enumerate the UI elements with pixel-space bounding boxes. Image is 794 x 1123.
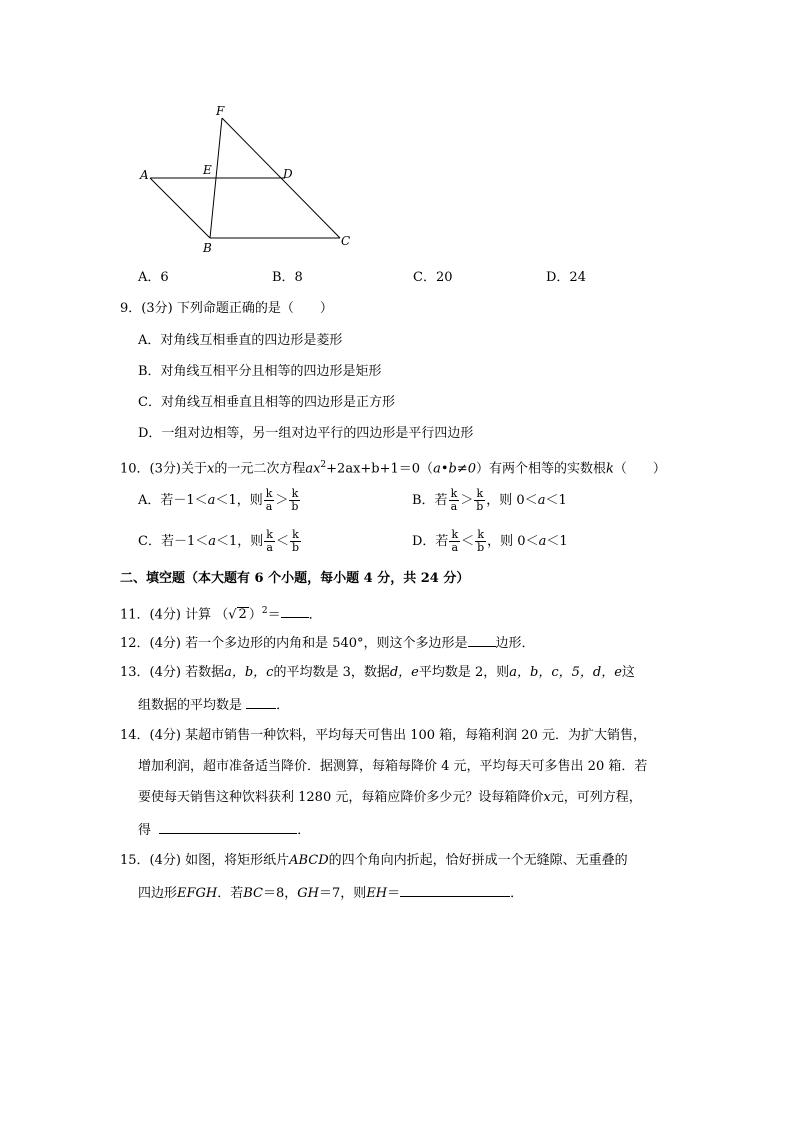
q10-option-a: A．若－1＜a＜1，则 $\frac{k}{a}$ ＞ $\frac{k}{b}$ [138,487,299,513]
q8-option-c: C．20 [413,270,453,285]
q8-option-d: D．24 [546,270,586,285]
q10-option-d: D．若 $\frac{k}{a}$ ＜ $\frac{k}{b}$ ，则 0＜a＜1 [412,528,568,554]
label-f: F [216,104,225,118]
segment-ab [150,178,210,238]
q14-line-2: 增加利润，超市准备适当降价．据测算，每箱每降价 4 元，平均每天可多售出 20 箱．若 [138,759,648,774]
answer-blank[interactable] [281,603,309,618]
q13-line-1: 13．(4分) 若数据a，b，c的平均数是 3，数据d，e平均数是 2，则a，b，c，5，d，e这 [120,665,635,680]
label-a: A [140,168,149,182]
answer-blank[interactable] [159,819,297,834]
answer-blank[interactable] [400,882,510,897]
label-c: C [341,234,351,248]
q10-stem: 10．(3分)关于x的一元二次方程$ax^2+2ax+b+1=0(a•b\ne 0)$有两个相等的实数根k（ ） [120,460,666,477]
q15-line-2: 四边形EFGH．若BC＝8，GH＝7，则EH＝ ． [138,882,523,904]
label-b: B [203,241,212,255]
section-heading-fill-in: 二、填空题（本大题有 6 个小题，每小题 4 分，共 24 分） [120,571,470,586]
label-d: D [283,167,293,181]
q9-stem: 9．(3分) 下列命题正确的是（ ） [120,301,333,316]
sqrt-symbol: √ [228,607,237,623]
q12: 12．(4分) 若一个多边形的内角和是 540°，则这个多边形是 边形． [120,632,535,654]
q14-line-3: 要使每天销售这种饮料获利 1280 元，每箱应降价多少元？设每箱降价x元，可列方程， [138,790,642,805]
q9-option-b: B．对角线互相平分且相等的四边形是矩形 [138,364,382,379]
q11: 11．(4分) 计算 （√ 2 ）$^2$＝ ． [120,601,322,625]
q10-option-c: C．若－1＜a＜1，则 $\frac{k}{a}$ ＜ $\frac{k}{b}$ [138,528,299,554]
answer-blank[interactable] [468,632,496,647]
q9-option-d: D．一组对边相等，另一组对边平行的四边形是平行四边形 [138,426,474,441]
parallelogram-figure [130,100,370,260]
label-e: E [203,163,212,177]
q9-option-a: A．对角线互相垂直的四边形是菱形 [138,333,343,348]
q13-line-2: 组数据的平均数是 ． [138,694,289,716]
q10-option-b: B．若 $\frac{k}{a}$ ＞ $\frac{k}{b}$ ，则 0＜a＜1 [412,487,567,513]
q15-line-1: 15．(4分) 如图，将矩形纸片ABCD的四个角向内折起，恰好拼成一个无缝隙、无重叠的 [120,853,628,868]
q14-line-1: 14．(4分) 某超市销售一种饮料，平均每天可售出 100 箱，每箱利润 20 元．为扩大销售， [120,728,646,743]
answer-blank[interactable] [246,694,276,709]
q14-line-4: 得 ． [138,819,310,841]
q9-option-c: C．对角线互相垂直且相等的四边形是正方形 [138,395,395,410]
q8-option-b: B．8 [272,270,303,285]
q8-option-a: A．6 [138,270,169,285]
